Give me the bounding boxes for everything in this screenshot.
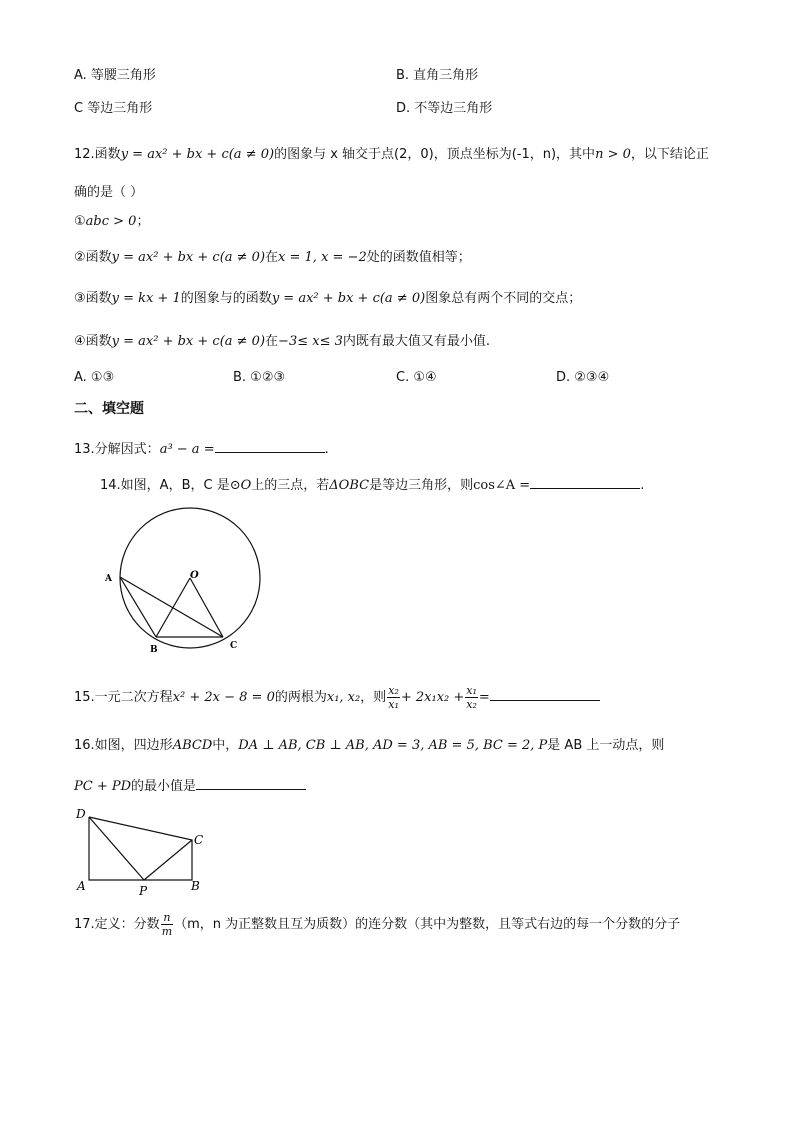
q12-s4-function: y = ax² + bx + c(a ≠ 0) bbox=[111, 334, 266, 349]
q12-stem bbox=[74, 146, 709, 164]
q14-answer-blank[interactable] bbox=[530, 474, 640, 489]
q12-prefix: 12.函数 bbox=[74, 147, 121, 162]
q14-label-c: C bbox=[230, 641, 238, 651]
q12-statement-4 bbox=[74, 333, 490, 351]
q14-segment-ob bbox=[156, 578, 190, 637]
q17-frac-denominator: m bbox=[161, 925, 173, 938]
q15-equals: = bbox=[478, 690, 490, 705]
q12-s2-values: x = 1, x = −2 bbox=[278, 250, 367, 265]
q12-s2-function: y = ax² + bx + c(a ≠ 0) bbox=[111, 250, 266, 265]
q11-option-d: D. 不等边三角形 bbox=[396, 101, 493, 116]
q16-prefix: 16.如图，四边形 bbox=[74, 738, 173, 753]
q12-mid: 的图象与 x 轴交于点(2，0)，顶点坐标为(-1，n)，其中 bbox=[274, 147, 596, 162]
q12-statement-1 bbox=[74, 213, 149, 231]
q12-function: y = ax² + bx + c(a ≠ 0) bbox=[120, 147, 275, 162]
q15-fraction-1 bbox=[387, 684, 400, 711]
q17-fraction bbox=[161, 911, 173, 938]
q14-label-b: B bbox=[150, 645, 158, 655]
q12-s3-end: 图象总有两个不同的交点； bbox=[425, 291, 582, 306]
q12-s3-function2: y = ax² + bx + c(a ≠ 0) bbox=[271, 291, 426, 306]
q15-equation: x² + 2x − 8 = 0 bbox=[172, 690, 275, 705]
q16-line2-end: 的最小值是 bbox=[131, 779, 197, 794]
q12-condition: n > 0 bbox=[595, 147, 631, 162]
q16-outline bbox=[89, 817, 192, 880]
q14-mid: 上的三点，若 bbox=[251, 478, 330, 493]
q16-segment-pd bbox=[89, 817, 144, 880]
q11-option-b: B. 直角三角形 bbox=[396, 68, 479, 83]
q17 bbox=[74, 910, 680, 940]
q16-mid: 中， bbox=[212, 738, 239, 753]
q14-label-o: O bbox=[190, 570, 199, 581]
q12-suffix: ，以下结论正 bbox=[630, 147, 709, 162]
q12-s4-range: −3≤ x≤ 3 bbox=[278, 334, 343, 349]
q16-label-d: D bbox=[76, 807, 86, 821]
q14-circle: ⊙O bbox=[229, 478, 252, 493]
q13 bbox=[74, 438, 329, 459]
q12-s2-prefix: ②函数 bbox=[74, 250, 112, 265]
q12-option-d: D. ②③④ bbox=[556, 370, 610, 385]
q13-end: . bbox=[324, 442, 329, 457]
q14-segment-ac bbox=[120, 577, 223, 637]
q17-rest: （m，n 为正整数且互为质数）的连分数（其中为整数，且等式右边的每一个分数的分子 bbox=[174, 917, 681, 932]
q16-label-b: B bbox=[191, 879, 200, 893]
q12-s4-mid: 在 bbox=[265, 334, 279, 349]
q13-expression: a³ − a = bbox=[159, 442, 215, 457]
q12-s3-mid: 的图象与的函数 bbox=[180, 291, 272, 306]
q12-s3-prefix: ③函数 bbox=[74, 291, 112, 306]
q14-mid2: 是等边三角形，则 bbox=[369, 478, 474, 493]
q14-triangle: ΔOBC bbox=[329, 478, 370, 493]
q15-frac2-numerator: x₁ bbox=[466, 684, 477, 697]
q16-quadrilateral: ABCD bbox=[172, 738, 213, 753]
q12-statement-3 bbox=[74, 290, 581, 308]
q12-option-c: C. ①④ bbox=[396, 370, 437, 385]
q16-label-p: P bbox=[139, 884, 148, 897]
q11-option-c: C 等边三角形 bbox=[74, 101, 153, 116]
q13-prefix: 13.分解因式： bbox=[74, 442, 160, 457]
q15-frac1-numerator: x₂ bbox=[388, 684, 399, 697]
q16-segment-pc bbox=[144, 840, 192, 880]
q15-fraction-2 bbox=[465, 684, 478, 711]
q14-segment-oc bbox=[190, 578, 223, 637]
q16-conditions: DA ⊥ AB, CB ⊥ AB, AD = 3, AB = 5, BC = 2, P bbox=[238, 738, 548, 753]
q14-segment-ab bbox=[120, 577, 156, 637]
q12-s1-expr: abc > 0 bbox=[85, 214, 137, 229]
q16-answer-blank[interactable] bbox=[196, 775, 306, 790]
q16-expression: PC + PD bbox=[74, 779, 132, 794]
q14-cos: cos∠A = bbox=[473, 478, 531, 493]
q14-prefix: 14.如图，A，B，C 是 bbox=[100, 478, 230, 493]
q12-option-b: B. ①②③ bbox=[233, 370, 286, 385]
section-title-fill-in: 二、填空题 bbox=[74, 401, 144, 417]
q12-statement-2 bbox=[74, 249, 471, 267]
q14-label-a: A bbox=[105, 574, 112, 584]
q12-s1-end: ； bbox=[136, 214, 150, 229]
q11-option-a: A. 等腰三角形 bbox=[74, 68, 156, 83]
q12-s4-prefix: ④函数 bbox=[74, 334, 112, 349]
q15-mid2: ，则 bbox=[360, 690, 387, 705]
q15-prefix: 15.一元二次方程 bbox=[74, 690, 173, 705]
q16-end: 是 AB 上一动点，则 bbox=[547, 738, 665, 753]
q15-frac1-denominator: x₁ bbox=[388, 698, 399, 711]
q14-end: . bbox=[640, 478, 645, 493]
q16-label-a: A bbox=[77, 879, 86, 893]
q15-roots: x₁, x₂ bbox=[326, 690, 361, 705]
q14 bbox=[100, 474, 644, 495]
q12-s2-mid: 在 bbox=[265, 250, 279, 265]
q17-frac-numerator: n bbox=[161, 911, 173, 925]
q15-middle-term: + 2x₁x₂ + bbox=[400, 690, 465, 705]
q16 bbox=[74, 737, 664, 755]
q12-option-a: A. ①③ bbox=[74, 370, 115, 385]
q12-s4-end: 内既有最大值又有最小值. bbox=[342, 334, 491, 349]
q16-quadrilateral-figure bbox=[74, 805, 214, 897]
q15-answer-blank[interactable] bbox=[490, 686, 600, 701]
q15 bbox=[74, 683, 600, 713]
q13-answer-blank[interactable] bbox=[215, 438, 325, 453]
q15-frac2-denominator: x₂ bbox=[466, 698, 477, 711]
q15-mid: 的两根为 bbox=[274, 690, 327, 705]
q16-line2 bbox=[74, 775, 306, 796]
q12-s3-function1: y = kx + 1 bbox=[111, 291, 181, 306]
q14-circle-figure bbox=[100, 505, 270, 665]
q12-s2-end: 处的函数值相等； bbox=[366, 250, 471, 265]
q16-label-c: C bbox=[194, 833, 204, 847]
q17-prefix: 17.定义：分数 bbox=[74, 917, 160, 932]
q12-s1-number: ① bbox=[74, 214, 86, 229]
q12-stem-line2: 确的是（ ） bbox=[74, 185, 144, 200]
